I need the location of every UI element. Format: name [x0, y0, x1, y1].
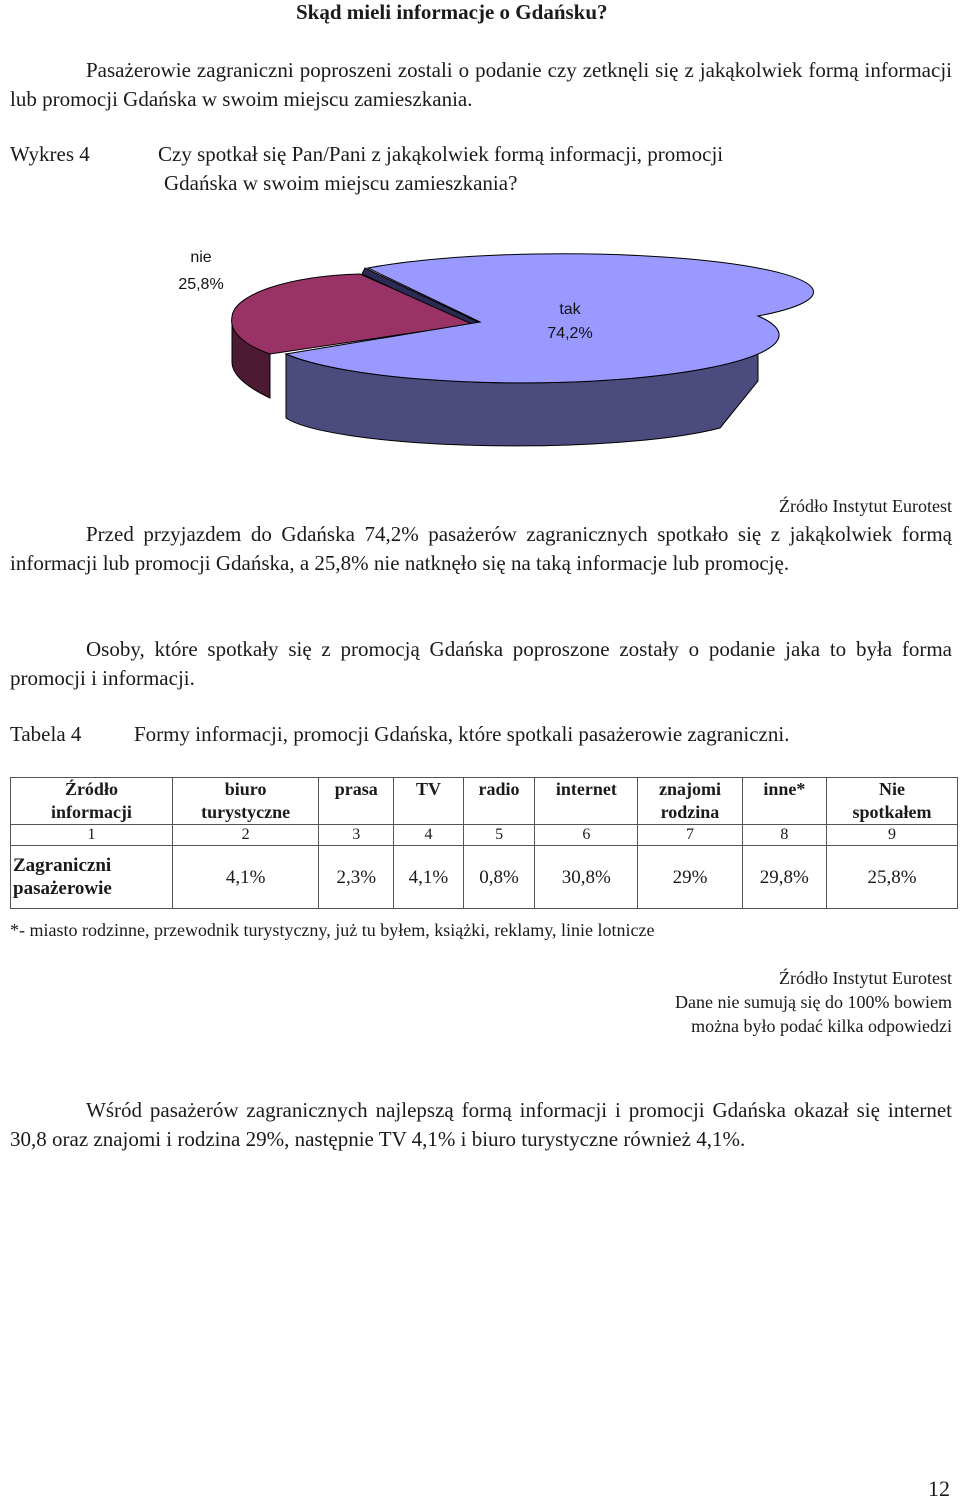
th-radio: radio [463, 778, 535, 825]
col-number: 5 [463, 825, 535, 846]
chart-caption-title-line1: Czy spotkał się Pan/Pani z jakąkolwiek formą informacji, promocji [158, 142, 724, 166]
cell-value: 29,8% [742, 846, 826, 909]
chart-caption-label: Wykres 4 [10, 142, 90, 166]
slice-label-nie-value: 25,8% [178, 276, 224, 293]
th-not-met: Nie spotkałem [826, 778, 957, 825]
table-source-line2: Dane nie sumują się do 100% bowiem [675, 992, 952, 1012]
slice-label-nie-name: nie [190, 249, 212, 266]
table-caption-title: Formy informacji, promocji Gdańska, które spotkali pasażerowie zagraniczni. [134, 722, 790, 746]
slice-label-tak-name: tak [559, 301, 581, 318]
th-friends-family: znajomi rodzina [638, 778, 742, 825]
col-number: 2 [172, 825, 318, 846]
th-internet: internet [535, 778, 638, 825]
col-number: 4 [394, 825, 463, 846]
th-travel-agency: biuro turystyczne [172, 778, 318, 825]
page-number: 12 [928, 1476, 950, 1501]
cell-value: 25,8% [826, 846, 957, 909]
cell-value: 30,8% [535, 846, 638, 909]
intro-paragraph: Pasażerowie zagraniczni poproszeni zostali o podanie czy zetknęli się z jakąkolwiek formą informacji lub promocji Gdańska w swoim miejscu zamieszkania. [10, 58, 952, 111]
col-number: 9 [826, 825, 957, 846]
page-heading: Skąd mieli informacje o Gdańsku? [296, 0, 608, 24]
th-press: prasa [319, 778, 394, 825]
cell-value: 4,1% [394, 846, 463, 909]
info-forms-table [10, 777, 958, 909]
row-label: Zagraniczni pasażerowie [11, 846, 173, 909]
col-number: 6 [535, 825, 638, 846]
paragraph-conclusion: Wśród pasażerów zagranicznych najlepszą formą informacji i promocji Gdańska okazał się internet 30,8 oraz znajomi i rodzina 29%, następnie TV 4,1% i biuro turystyczne również 4,1%. [10, 1098, 952, 1151]
col-number: 1 [11, 825, 173, 846]
paragraph-forms-question: Osoby, które spotkały się z promocją Gdańska poproszone zostały o podanie jaka to była forma promocji i informacji. [10, 637, 952, 690]
cell-value: 0,8% [463, 846, 535, 909]
th-tv: TV [394, 778, 463, 825]
chart-source: Źródło Instytut Eurotest [779, 496, 952, 516]
table-caption-label: Tabela 4 [10, 722, 82, 746]
table-footnote: *- miasto rodzinne, przewodnik turystyczny, już tu byłem, książki, reklamy, linie lotnicze [10, 920, 655, 940]
table-source-line1: Źródło Instytut Eurotest [779, 968, 952, 988]
paragraph-results: Przed przyjazdem do Gdańska 74,2% pasażerów zagranicznych spotkało się z jakąkolwiek formą informacji lub promocji Gdańska, a 25,8% nie natknęło się na taką informacje lub promocję. [10, 522, 952, 575]
col-number: 8 [742, 825, 826, 846]
chart-caption-title-line2: Gdańska w swoim miejscu zamieszkania? [164, 171, 518, 195]
th-source: Źródło informacji [11, 778, 173, 825]
cell-value: 2,3% [319, 846, 394, 909]
cell-value: 29% [638, 846, 742, 909]
table-number-row [11, 825, 958, 846]
table-source-line3: można było podać kilka odpowiedzi [691, 1016, 952, 1036]
slice-label-tak-value: 74,2% [547, 325, 593, 342]
col-number: 3 [319, 825, 394, 846]
col-number: 7 [638, 825, 742, 846]
pie-chart [0, 230, 960, 470]
th-other: inne* [742, 778, 826, 825]
cell-value: 4,1% [172, 846, 318, 909]
table-data-row [11, 846, 958, 909]
table-header-row [11, 778, 958, 825]
